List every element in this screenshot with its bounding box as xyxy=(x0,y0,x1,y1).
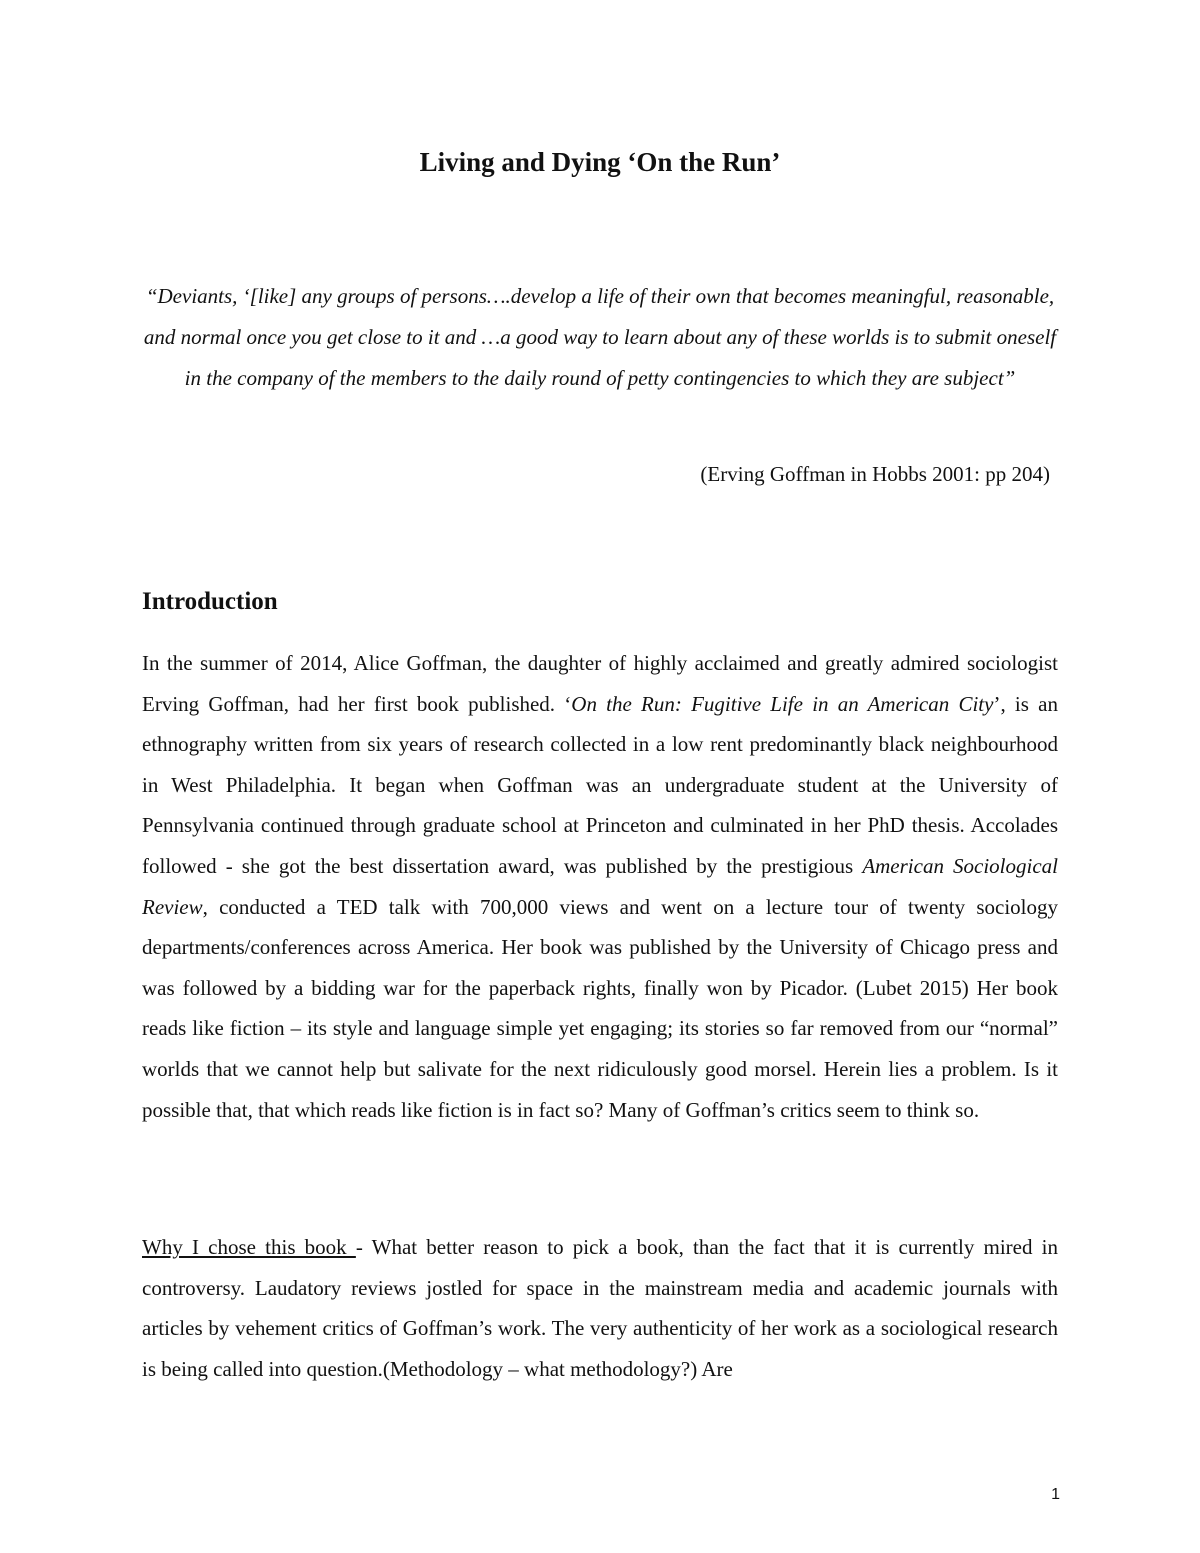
why-chose-label: Why I chose this book xyxy=(142,1235,356,1259)
page-number: 1 xyxy=(1051,1486,1060,1503)
introduction-paragraph-1 xyxy=(142,643,1058,1130)
book-title: On the Run: Fugitive Life in an American City xyxy=(571,691,994,716)
introduction-paragraph-2 xyxy=(142,1227,1058,1389)
journal-title: American Sociological Review xyxy=(142,853,1058,919)
paragraph-2-text: - What better reason to pick a book, than the fact that it is currently mired in controversy. Laudatory reviews jostled for space in the mainstream media and academic journals with articles by vehement critics of Goffman’s work. The very authenticity of her work as a sociological research is being called into question.(Methodology – what methodology?) Are xyxy=(142,1235,1058,1381)
paragraph-1-text-a: In the summer of 2014, Alice Goffman, the daughter of highly acclaimed and greatly admired sociologist Erving Goffman, had her first book published. ‘ xyxy=(142,651,1058,716)
epigraph-quote: “Deviants, ‘[like] any groups of persons….develop a life of their own that becomes meaningful, reasonable, and normal once you get close to it and …a good way to learn about any of these worlds is to submit oneself in the company of the members to the daily round of petty contingencies to which they are subject” xyxy=(143,284,1057,390)
section-heading-introduction: Introduction xyxy=(142,588,278,615)
epigraph-source: (Erving Goffman in Hobbs 2001: pp 204) xyxy=(700,462,1050,486)
paragraph-1-text-b: ’, is an ethnography written from six years of research collected in a low rent predominantly black neighbourhood in West Philadelphia. It began when Goffman was an undergraduate student at the University of Pennsylvania continued through graduate school at Princeton and culminated in her PhD thesis. Accolades followed - she got the best dissertation award, was published by the prestigious xyxy=(142,691,1058,878)
paragraph-1-text-c: , conducted a TED talk with 700,000 views and went on a lecture tour of twenty sociology departments/conferences across America. Her book was published by the University of Chicago press and was followed by a bidding war for the paperback rights, finally won by Picador. (Lubet 2015) Her book reads like fiction – its style and language simple yet engaging; its stories so far removed from our “normal” worlds that we cannot help but salivate for the next ridiculously good morsel. Herein lies a problem. Is it possible that, that which reads like fiction is in fact so? Many of Goffman’s critics seem to think so. xyxy=(142,894,1058,1122)
page-title: Living and Dying ‘On the Run’ xyxy=(419,147,781,177)
